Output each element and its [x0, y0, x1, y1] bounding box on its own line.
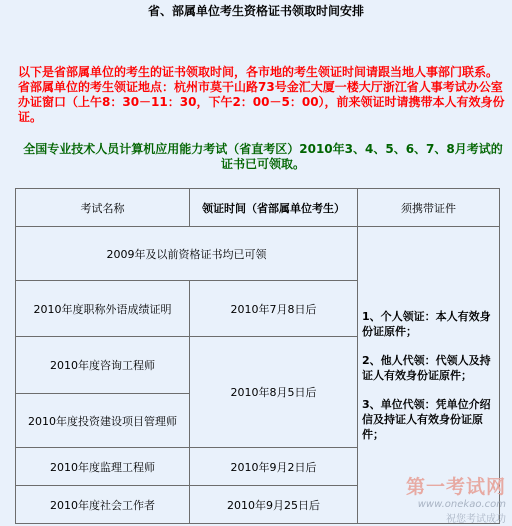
table-row-all [16, 227, 500, 281]
exam-name: 2010年度职称外语成绩证明 [16, 281, 190, 337]
site-watermark [374, 472, 506, 525]
collect-time: 2010年9月25日后 [190, 486, 358, 524]
header-required-docs: 须携带证件 [358, 189, 500, 227]
collect-time: 2010年8月5日后 [190, 337, 358, 448]
watermark-url: www.onekao.com [417, 499, 506, 510]
requirement-item: 2、他人代领：代领人及持证人有效身份证原件； [362, 353, 491, 382]
header-exam-name: 考试名称 [16, 189, 190, 227]
watermark-slogan: 祝您考试成功 [446, 514, 506, 525]
watermark-logo: 第一考试网 [405, 476, 506, 498]
page-title: 省、部属单位考生资格证书领取时间安排 [147, 4, 364, 18]
table-header-row [16, 189, 500, 227]
collect-time: 2010年7月8日后 [190, 281, 358, 337]
notice-text: 以下是省部属单位的考生的证书领取时间，各市地的考生领证时间请跟当地人事部门联系。省部属单位的考生领证地点：杭州市莫干山路73号金汇大厦一楼大厅浙江省人事考试办公室办证窗口（上午8：30－11：30，下午2：00－5：00），前来领证时请携带本人有效身份证。 [18, 65, 505, 124]
requirement-item: 3、单位代领：凭单位介绍信及持证人有效身份证原件； [362, 397, 491, 441]
exam-name: 2010年度监理工程师 [16, 448, 190, 486]
exam-name: 2010年度投资建设项目管理师 [16, 394, 190, 448]
collect-time: 2010年9月2日后 [190, 448, 358, 486]
exam-name: 2010年度社会工作者 [16, 486, 190, 524]
all-certs-available: 2009年及以前资格证书均已可领 [16, 227, 358, 281]
exam-name: 2010年度咨询工程师 [16, 337, 190, 394]
cert-available-note: 全国专业技术人员计算机应用能力考试（省直考区）2010年3、4、5、6、7、8月考试的证书已可领取。 [23, 142, 503, 171]
header-collect-time: 领证时间（省部属单位考生） [190, 189, 358, 227]
requirement-item: 1、个人领证：本人有效身份证原件； [362, 309, 491, 338]
